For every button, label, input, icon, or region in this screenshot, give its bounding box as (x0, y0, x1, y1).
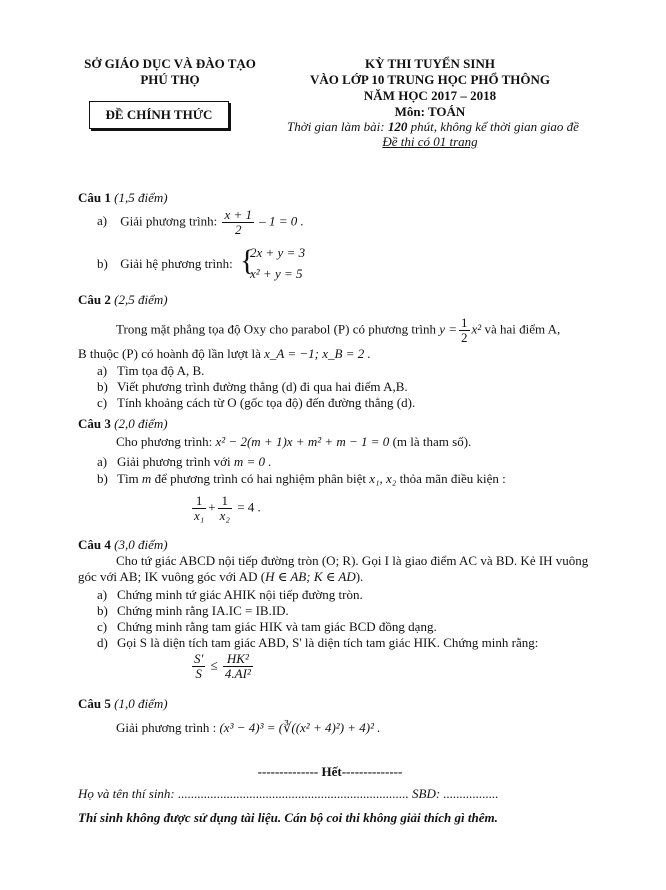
department-line2: PHÚ THỌ (140, 72, 200, 87)
q1-points: (1,5 điểm) (114, 190, 168, 205)
q2-c (97, 395, 415, 411)
q4-a (97, 587, 363, 603)
q1-a-num: x + 1 (224, 207, 253, 222)
q3-intro-param: (m là tham số). (392, 434, 472, 449)
official-label-box (89, 101, 229, 129)
q3-cond-den1: x₁ (194, 508, 205, 523)
q4-a-text: Chứng minh tứ giác AHIK nội tiếp đường tròn. (117, 587, 363, 602)
q5-title: Câu 5 (78, 696, 111, 711)
q2-b-label: b) (97, 379, 108, 394)
q4-heading (78, 537, 168, 553)
q2-intro2 (78, 346, 371, 362)
q4-ineq-num1: S' (194, 651, 204, 666)
q2-eq-num: 1 (461, 315, 468, 330)
q4-d-text: Gọi S là diện tích tam giác ABD, S' là diện tích tam giác HIK. Chứng minh rằng: (117, 635, 539, 650)
time-suffix: phút, không kể thời gian giao đề (407, 119, 579, 134)
q4-b-label: b) (97, 603, 108, 618)
q1-a-den: 2 (234, 222, 242, 237)
q3-a-text: Giải phương trình với (117, 454, 231, 469)
q2-a-text: Tìm tọa độ A, B. (117, 363, 205, 378)
q5-equation (116, 720, 381, 736)
q3-b-start: Tìm (117, 471, 139, 486)
time-value: 120 (387, 119, 408, 134)
q2-a (97, 363, 204, 379)
q4-ineq-num2: HK² (223, 652, 253, 667)
q2-intro2-eq: x_A = −1; x_B = 2 . (264, 346, 371, 361)
q4-inequality (190, 652, 255, 681)
q2-eq-lhs: y = (439, 321, 458, 337)
pages-note: Đề thi có 01 trang (382, 134, 478, 149)
exam-title-line1: KỲ THI TUYỂN SINH (365, 56, 495, 71)
q4-points: (3,0 điểm) (114, 537, 168, 552)
q3-cond-num2: 1 (218, 494, 232, 509)
q4-title: Câu 4 (78, 537, 111, 552)
q4-d-label: d) (97, 635, 108, 650)
q1-b-eq2: x² + y = 5 (250, 266, 303, 281)
q4-ineq-frac1 (192, 652, 205, 681)
q1-a-rest: – 1 = 0 . (259, 213, 304, 229)
q5-heading (78, 696, 168, 712)
q3-b-roots: x₁, x₂ (369, 471, 397, 486)
q1-title: Câu 1 (78, 190, 111, 205)
q2-points: (2,5 điểm) (114, 292, 168, 307)
q1-b-eq1: 2x + y = 3 (250, 245, 306, 260)
q4-intro1: Cho tứ giác ABCD nội tiếp đường tròn (O; R). Gọi I là giao điểm AC và BD. Kẻ IH vuông (116, 553, 589, 568)
candidate-name-line: Họ và tên thí sinh: ....................................................................... SBD: ................. (78, 786, 499, 801)
q4-ineq-sign: ≤ (210, 657, 218, 673)
q5-eq-lhs: (x³ − 4)³ = (219, 720, 276, 735)
q2-eq-rest: x² (471, 321, 482, 337)
exam-title (300, 56, 560, 120)
q2-intro1 (116, 316, 616, 345)
q3-cond-rest: = 4 . (237, 499, 261, 515)
q4-intro2-end: ). (355, 569, 364, 584)
q4-d (97, 635, 538, 651)
q2-intro1-end: và hai điểm A, (484, 321, 561, 337)
q2-title: Câu 2 (78, 292, 111, 307)
q3-intro-eq: x² − 2(m + 1)x + m² + m − 1 = 0 (215, 434, 390, 449)
footer-note: Thí sinh không được sử dụng tài liệu. Cán bộ coi thi không giải thích gì thêm. (78, 810, 498, 825)
end-mark: -------------- Hết-------------- (257, 764, 403, 779)
q3-cond-frac2 (218, 494, 232, 523)
department-line1: SỞ GIÁO DỤC VÀ ĐÀO TẠO (84, 56, 256, 71)
q3-cond-num1: 1 (192, 494, 206, 509)
q1-a-fraction (222, 208, 254, 237)
q4-ineq-den2: 4.AI² (224, 666, 251, 681)
q4-intro2-start: góc với AB; IK vuông góc với AD ( (78, 569, 266, 584)
q1-a-text: Giải phương trình: (120, 213, 218, 229)
q3-b-mid: để phương trình có hai nghiệm phân biệt (154, 471, 366, 486)
q3-heading (78, 416, 168, 432)
q5-points: (1,0 điểm) (114, 696, 168, 711)
q4-b-text: Chứng minh rằng IA.IC = IB.ID. (117, 603, 289, 618)
q1-heading (78, 190, 168, 206)
q1-b-label: b) (97, 256, 108, 271)
q1-brace: { (240, 244, 255, 277)
q5-text: Giải phương trình : (116, 720, 217, 735)
q3-a-label: a) (97, 454, 108, 469)
q3-intro (116, 434, 471, 450)
q4-ineq-frac2 (223, 652, 253, 681)
official-label: ĐỀ CHÍNH THỨC (105, 107, 213, 122)
q3-b (97, 471, 506, 487)
q2-c-text: Tính khoảng cách từ O (gốc tọa độ) đến đường thẳng (d). (117, 395, 416, 410)
q3-title: Câu 3 (78, 416, 111, 431)
q2-a-label: a) (97, 363, 108, 378)
q3-cond-den2: x₂ (219, 508, 230, 523)
time-prefix: Thời gian làm bài: (287, 119, 388, 134)
q2-intro1-text: Trong mặt phẳng tọa độ Oxy cho parabol (P) có phương trình (116, 321, 436, 337)
department-name (60, 56, 280, 88)
q4-ineq-den1: S (195, 666, 202, 681)
exam-title-line2: VÀO LỚP 10 TRUNG HỌC PHỔ THÔNG (309, 72, 551, 87)
q1-a-label: a) (97, 213, 108, 229)
q2-c-label: c) (97, 395, 108, 410)
q3-b-label: b) (97, 471, 108, 486)
q3-a-eq: m = 0 . (233, 454, 272, 469)
q3-intro-text: Cho phương trình: (116, 434, 213, 449)
q4-b (97, 603, 289, 619)
q4-intro2-eq: H ∈ AB; K ∈ AD (265, 569, 356, 584)
q3-points: (2,0 điểm) (114, 416, 168, 431)
exam-title-line3: NĂM HỌC 2017 – 2018 (363, 88, 497, 103)
q4-c (97, 619, 437, 635)
q4-a-label: a) (97, 587, 108, 602)
q3-b-end: thỏa mãn điều kiện : (399, 471, 506, 486)
q3-a (97, 454, 272, 470)
q2-eq-den: 2 (461, 330, 468, 345)
q4-intro2 (78, 569, 363, 585)
q2-heading (78, 292, 168, 308)
q1-b (97, 256, 233, 272)
q2-b-text: Viết phương trình đường thẳng (d) đi qua hai điểm A,B. (117, 379, 408, 394)
time-note (268, 119, 598, 135)
subject: Môn: TOÁN (394, 104, 466, 119)
q2-eq-fraction (459, 316, 470, 345)
q4-c-label: c) (97, 619, 108, 634)
q3-cond-frac1 (192, 494, 206, 523)
q2-intro2-text: B thuộc (P) có hoành độ lần lượt là (78, 346, 261, 361)
q1-b-text: Giải hệ phương trình: (120, 256, 233, 271)
q3-b-m: m (141, 471, 152, 486)
q3-cond-plus: + (208, 499, 216, 515)
q3-condition (190, 494, 261, 523)
q2-b (97, 379, 408, 395)
q4-c-text: Chứng minh rằng tam giác HIK và tam giác BCD đồng dạng. (117, 619, 437, 634)
q5-eq-rhs: (∛((x² + 4)²) + 4)² . (278, 720, 381, 735)
q1-a (97, 208, 304, 237)
